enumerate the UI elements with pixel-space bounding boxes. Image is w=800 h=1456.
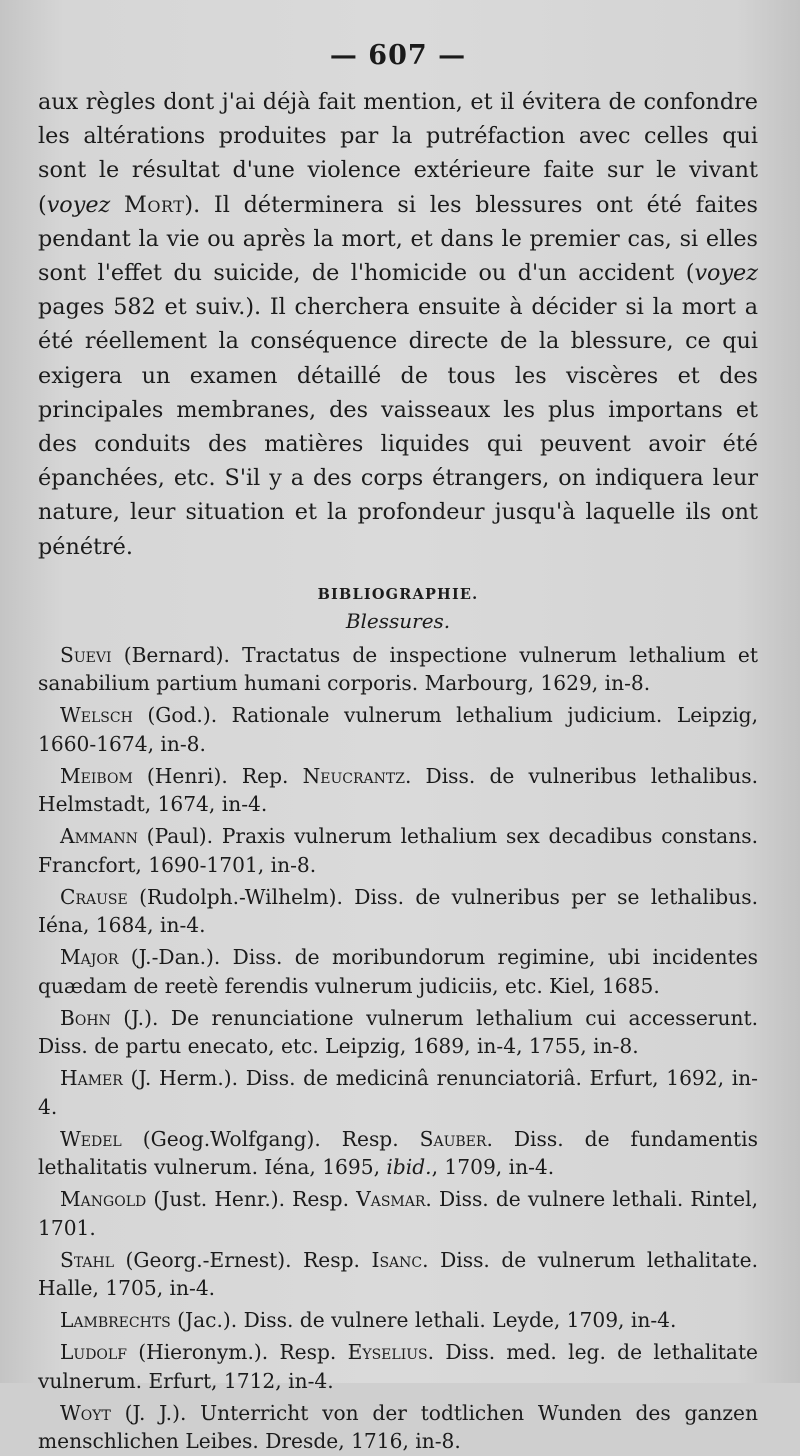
bibliography-entry-bohn	[38, 1004, 758, 1061]
entry-text: (J. Herm.). Diss. de medicinâ renunciatoriâ. Erfurt, 1692, in-4.	[38, 1066, 758, 1119]
bibliography-entry-ammann	[38, 822, 758, 879]
entry-author: Wedel	[60, 1126, 122, 1151]
entry-respondent: Sauber	[419, 1126, 487, 1151]
entry-author: Mangold	[60, 1187, 147, 1212]
entry-respondent: Vasmar	[356, 1187, 426, 1212]
bibliography-entry-mangold	[38, 1185, 758, 1242]
entry-text-2: . Diss. de vulneribus lethalibus. Helmstadt, 1674, in-4.	[38, 763, 758, 817]
entry-respondent: Neucrantz	[302, 763, 405, 788]
body-text-part-2: ). Il déterminera si les blessures ont été faites pendant la vie ou après la mort, et dans le premier cas, si elles sont l'effet du suicide, de l'homicide ou d'un accident (	[38, 191, 758, 287]
body-paragraph	[38, 85, 758, 564]
entry-author: Ammann	[60, 824, 138, 849]
entry-author: Meibom	[60, 763, 133, 788]
entry-text: (Jac.). Diss. de vulnere lethali. Leyde, 1709, in-4.	[170, 1308, 677, 1333]
entry-text: (J.). De renunciatione vulnerum lethalium cui accesserunt. Diss. de partu enecato, etc. Leipzig, 1689, in-4, 1755, in-8.	[38, 1005, 758, 1059]
entry-respondent: Isanc	[371, 1247, 423, 1272]
bibliography-entry-ludolf	[38, 1338, 758, 1395]
entry-author: Crause	[60, 884, 128, 909]
body-text-part-1: aux règles dont j'ai déjà fait mention, et il évitera de confondre les altérations produites par la putréfaction avec celles qui sont le résultat d'une violence extérieure faite sur le vivant (	[38, 89, 758, 218]
entry-author: Stahl	[60, 1247, 115, 1272]
entry-text: (Henri). Rep.	[132, 763, 303, 788]
entry-text-2: . Diss. de vulnere lethali. Rintel, 1701.	[38, 1187, 758, 1240]
entry-text-2: . Diss. de vulnerum lethalitate. Halle, 1705, in-4.	[38, 1247, 758, 1301]
page-number: — 607 —	[329, 40, 467, 71]
bibliography-subheading: Blessures.	[345, 608, 451, 633]
entry-author: Bohn	[60, 1005, 111, 1030]
entry-text: (J. J.). Unterricht von der todtlichen Wunden des ganzen menschlichen Leibes. Dresde, 1716, in-8.	[38, 1400, 758, 1454]
entry-ibid-italic: ibid.	[386, 1155, 432, 1180]
entry-author: Woyt	[60, 1400, 111, 1425]
bibliography-entry-lambrechts	[38, 1306, 758, 1335]
entry-text: (Paul). Praxis vulnerum lethalium sex decadibus constans. Francfort, 1690-1701, in-8.	[38, 824, 758, 877]
bibliography-entry-wedel	[38, 1125, 758, 1182]
voyez-italic-1: voyez	[46, 191, 111, 218]
bibliography-entry-welsch	[38, 701, 758, 758]
entry-text: (Bernard). Tractatus de inspectione vulnerum lethalium et sanabilium partium humani corporis. Marbourg, 1629, in-8.	[38, 642, 758, 696]
entry-text: (Hieronym.). Resp.	[126, 1340, 348, 1365]
entry-text-2: . Diss. med. leg. de lethalitate vulnerum. Erfurt, 1712, in-4.	[38, 1340, 759, 1393]
entry-text: (Georg.-Ernest). Resp.	[114, 1247, 372, 1272]
bibliography-entry-major	[38, 943, 758, 1000]
entry-text: (Just. Henr.). Resp.	[146, 1187, 357, 1212]
bibliography-entry-stahl	[38, 1246, 758, 1303]
bibliography-list	[38, 641, 758, 1456]
bibliography-entry-hamer	[38, 1064, 758, 1121]
voyez-italic-2: voyez	[694, 260, 758, 287]
entry-author: Lambrechts	[60, 1308, 171, 1333]
entry-text: (God.). Rationale vulnerum lethalium judicium. Leipzig, 1660-1674, in-8.	[38, 703, 758, 756]
entry-text: (Rudolph.-Wilhelm). Diss. de vulneribus per se lethalibus. Iéna, 1684, in-4.	[38, 884, 758, 938]
entry-text: (Geog.Wolfgang). Resp.	[121, 1126, 420, 1151]
entry-author: Suevi	[60, 642, 112, 667]
entry-author: Hamer	[60, 1066, 123, 1091]
entry-text: (J.-Dan.). Diss. de moribundorum regimine, ubi incidentes quædam de reetè ferendis vulnerum judiciis, etc. Kiel, 1685.	[38, 945, 758, 998]
entry-text-3: , 1709, in-4.	[431, 1155, 555, 1180]
bibliography-entry-meibom	[38, 762, 758, 819]
body-text-part-3: pages 582 et suiv.). Il cherchera ensuite à décider si la mort a été réellement la conséquence directe de la blessure, ce qui exigera un examen détaillé de tous les viscères et des principales membranes, des vaisseaux les plus importans et des conduits des matières liquides qui peuvent avoir été épanchées, etc. S'il y a des corps étrangers, on indiquera leur nature, leur situation et la profondeur jusqu'à laquelle ils ont pénétré.	[38, 294, 758, 560]
mort-reference: Mort	[124, 191, 185, 218]
bibliography-entry-crause	[38, 883, 758, 940]
entry-author: Ludolf	[60, 1340, 127, 1365]
bibliography-entry-suevi	[38, 641, 758, 698]
bibliography-entry-woyt	[38, 1399, 758, 1456]
entry-author: Welsch	[60, 703, 133, 728]
entry-text-2: . Diss. de fundamentis lethalitatis vulnerum. Iéna, 1695,	[38, 1126, 758, 1180]
bibliography-heading: BIBLIOGRAPHIE.	[317, 585, 479, 603]
entry-author: Major	[60, 945, 119, 970]
entry-respondent: Eyselius	[347, 1340, 428, 1365]
